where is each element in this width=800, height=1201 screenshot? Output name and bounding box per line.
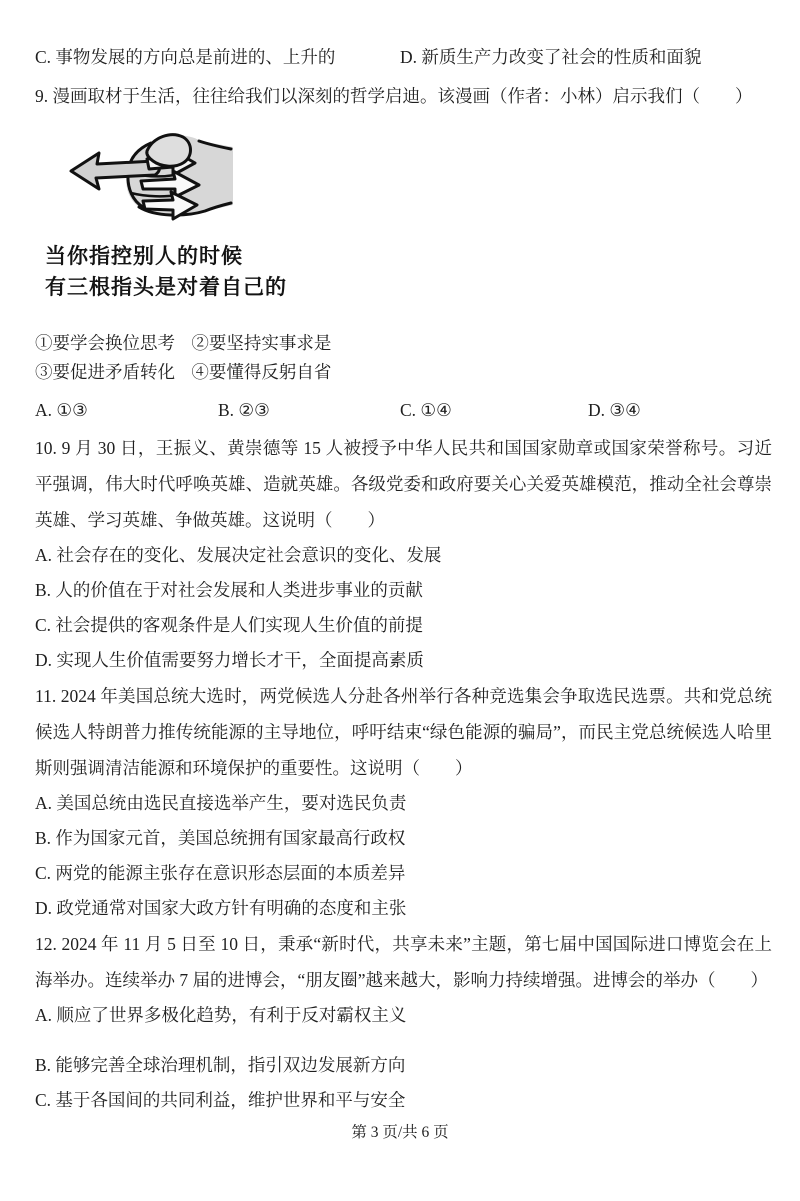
q9-option-d: D. ③④ <box>588 400 641 420</box>
cartoon-caption <box>45 241 345 303</box>
q11-option-c: C. 两党的能源主张存在意识形态层面的本质差异 <box>35 863 406 883</box>
page-footer: 第 3 页/共 6 页 <box>351 1124 449 1141</box>
q10-option-b: B. 人的价值在于对社会发展和人类进步事业的贡献 <box>35 580 423 600</box>
q9-item-2: ②要坚持实事求是 <box>191 333 332 353</box>
prev-question-options-row <box>35 44 772 70</box>
q11-option-b: B. 作为国家元首，美国总统拥有国家最高行政权 <box>35 828 406 848</box>
q12-option-a: A. 顺应了世界多极化趋势，有利于反对霸权主义 <box>35 1005 407 1025</box>
cartoon-caption-line2: 有三根指头是对着自己的 <box>45 275 287 299</box>
q10-option-d: D. 实现人生价值需要努力增长才干，全面提高素质 <box>35 650 424 670</box>
q9-items-row-1 <box>35 329 772 358</box>
q9-option-c: C. ①④ <box>400 400 452 420</box>
q9-item-3: ③要促进矛盾转化 <box>35 362 175 382</box>
q10-option-a: A. 社会存在的变化、发展决定社会意识的变化、发展 <box>35 545 442 565</box>
question-10-stem: 10. 9 月 30 日，王振义、黄崇德等 15 人被授予中华人民共和国国家勋章或国家荣誉称号。习近平强调，伟大时代呼唤英雄、造就英雄。各级党委和政府要关心关爱英雄模范，推动全社会尊崇英雄、学习英雄、争做英雄。这说明（ ） <box>35 438 772 530</box>
q10-option-c: C. 社会提供的客观条件是人们实现人生价值的前提 <box>35 615 423 635</box>
q9-options-row <box>35 396 772 424</box>
q9-item-4: ④要懂得反躬自省 <box>191 362 332 382</box>
q11-option-a: A. 美国总统由选民直接选举产生，要对选民负责 <box>35 793 407 813</box>
cartoon-caption-line1: 当你指控别人的时候 <box>45 244 243 268</box>
pointing-hand-cartoon-icon <box>63 127 233 227</box>
question-11-stem: 11. 2024 年美国总统大选时，两党候选人分赴各州举行各种竞选集会争取选民选票。共和党总统候选人特朗普力推传统能源的主导地位，呼吁结束“绿色能源的骗局”，而民主党总统候选人哈里斯则强调清洁能源和环境保护的重要性。这说明（ ） <box>35 686 772 778</box>
q12-option-c: C. 基于各国间的共同利益，维护世界和平与安全 <box>35 1090 406 1110</box>
question-9-stem: 9. 漫画取材于生活，往往给我们以深刻的哲学启迪。该漫画（作者：小林）启示我们（ ） <box>35 86 753 106</box>
prev-option-d: D. 新质生产力改变了社会的性质和面貌 <box>400 47 702 67</box>
q9-option-a: A. ①③ <box>35 400 88 420</box>
q9-option-b: B. ②③ <box>218 400 270 420</box>
cartoon-figure <box>45 127 345 303</box>
q9-item-1: ①要学会换位思考 <box>35 333 175 353</box>
question-12-stem: 12. 2024 年 11 月 5 日至 10 日，秉承“新时代，共享未来”主题，第七届中国国际进口博览会在上海举办。连续举办 7 届的进博会，“朋友圈”越来越大，影响力持续增强。进博会的举办（ ） <box>35 934 772 990</box>
prev-option-c: C. 事物发展的方向总是前进的、上升的 <box>35 47 336 67</box>
q11-option-d: D. 政党通常对国家大政方针有明确的态度和主张 <box>35 898 407 918</box>
q9-items-row-2 <box>35 358 772 387</box>
q12-option-b: B. 能够完善全球治理机制，指引双边发展新方向 <box>35 1055 406 1075</box>
page-content <box>35 44 772 1118</box>
